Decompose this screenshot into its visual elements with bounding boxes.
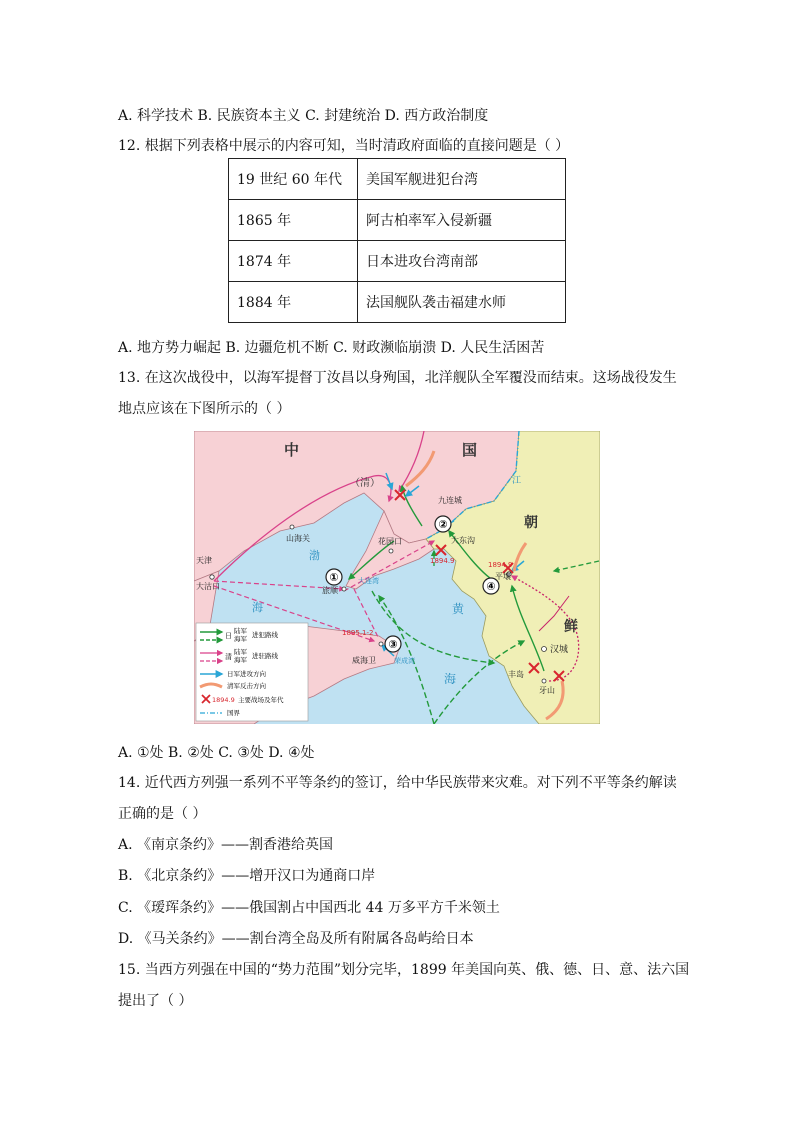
label-date-1895: 1895.1-2	[342, 629, 374, 637]
sino-japanese-war-map	[194, 431, 600, 724]
city-dot	[389, 549, 393, 553]
city-dot	[542, 679, 546, 683]
q13-stem-line1: 13. 在这次战役中，以海军提督丁汝昌以身殉国，北洋舰队全军覆没而结束。这场战役发生	[118, 370, 677, 386]
table-cell-event: 阿古柏率军入侵新疆	[358, 200, 566, 241]
svg-text:进犯路线: 进犯路线	[252, 631, 278, 639]
table-cell-event: 法国舰队袭击福建水师	[358, 282, 566, 323]
q13-stem-line2: 地点应该在下图所示的（ ）	[118, 401, 291, 417]
table-row	[229, 282, 566, 323]
map-legend	[196, 623, 308, 721]
label-rongchengwan: 荣成湾	[394, 657, 415, 665]
table-cell-year: 1865 年	[229, 200, 358, 241]
table-row	[229, 241, 566, 282]
label-hancheng: 汉城	[550, 645, 569, 655]
svg-text:日军进攻方向: 日军进攻方向	[227, 670, 266, 678]
label-dalianwan: 大连湾	[358, 577, 379, 585]
label-date-1894a: 1894.9	[430, 557, 455, 565]
label-china-2: 国	[462, 441, 478, 459]
q12-options: A. 地方势力崛起 B. 边疆危机不断 C. 财政濒临崩溃 D. 人民生活困苦	[118, 340, 545, 356]
label-pingrang: 平壤	[495, 572, 511, 581]
table-cell-year: 19 世纪 60 年代	[229, 159, 358, 200]
q14-stem-line2: 正确的是（ ）	[118, 806, 207, 822]
label-qing: （清）	[350, 478, 380, 489]
label-huanghai-1: 黄	[452, 602, 465, 616]
label-jiang: 江	[512, 476, 522, 486]
label-dagukou: 大沽口	[196, 582, 220, 591]
svg-text:③: ③	[388, 638, 398, 651]
q15-stem-line1: 15. 当西方列强在中国的“势力范围”划分完毕，1899 年美国向英、俄、德、日、意、法六国	[118, 962, 690, 978]
label-bohai-1: 渤	[309, 549, 320, 562]
label-dadonggou: 大东沟	[451, 536, 475, 545]
q14-option-a: A. 《南京条约》——割香港给英国	[118, 837, 334, 853]
label-huanghai-2: 海	[444, 672, 457, 686]
svg-text:④: ④	[486, 580, 496, 593]
q14-option-c: C. 《瑷珲条约》——俄国割占中国西北 44 万多平方千米领土	[118, 900, 500, 916]
table-cell-year: 1874 年	[229, 241, 358, 282]
table-row	[229, 200, 566, 241]
q15-stem-line2: 提出了（ ）	[118, 993, 193, 1009]
table-row	[229, 159, 566, 200]
q13-options: A. ①处 B. ②处 C. ③处 D. ④处	[118, 745, 315, 761]
svg-text:陆军: 陆军	[234, 627, 247, 635]
label-weihaiwei: 威海卫	[352, 656, 376, 665]
svg-text:日: 日	[225, 632, 232, 640]
svg-text:海军: 海军	[234, 656, 247, 664]
svg-text:②: ②	[438, 518, 448, 531]
svg-text:1894.9: 1894.9	[212, 696, 235, 704]
q12-stem: 12. 根据下列表格中展示的内容可知，当时清政府面临的直接问题是（ ）	[118, 138, 570, 154]
label-bohai-2: 海	[252, 601, 263, 614]
svg-text:国界: 国界	[227, 709, 240, 717]
svg-text:海军: 海军	[234, 635, 247, 643]
label-lushun: 旅顺	[322, 586, 338, 595]
q14-stem-line1: 14. 近代西方列强一系列不平等条约的签订，给中华民族带来灾难。对下列不平等条约解读	[118, 775, 677, 791]
label-yashan: 牙山	[539, 686, 555, 695]
label-jiuliancheng: 九连城	[438, 496, 462, 505]
svg-text:陆军: 陆军	[234, 648, 247, 656]
label-tianjin: 天津	[196, 556, 212, 565]
svg-text:清军反击方向: 清军反击方向	[227, 682, 266, 690]
marker-3	[385, 636, 401, 652]
city-dot	[290, 525, 294, 529]
q14-option-b: B. 《北京条约》——增开汉口为通商口岸	[118, 868, 376, 884]
table-cell-year: 1884 年	[229, 282, 358, 323]
marker-1	[326, 569, 342, 585]
svg-text:主要战场及年代: 主要战场及年代	[238, 696, 284, 704]
city-dot	[542, 647, 547, 652]
table-cell-event: 美国军舰进犯台湾	[358, 159, 566, 200]
q12-table	[228, 158, 566, 323]
svg-text:清: 清	[225, 653, 232, 661]
label-fengdao: 丰岛	[508, 670, 524, 679]
label-huayuankou: 花园口	[378, 537, 402, 546]
label-korea-2: 鲜	[564, 619, 578, 635]
marker-2	[435, 516, 451, 532]
q11-options: A. 科学技术 B. 民族资本主义 C. 封建统治 D. 西方政治制度	[118, 108, 489, 124]
table-cell-event: 日本进攻台湾南部	[358, 241, 566, 282]
city-dot	[210, 575, 214, 579]
label-shanhaiguan: 山海关	[286, 534, 310, 543]
label-china-1: 中	[284, 441, 300, 459]
label-date-1894b: 1894.9	[488, 561, 513, 569]
svg-text:①: ①	[329, 571, 339, 584]
label-korea-1: 朝	[524, 515, 538, 531]
q14-option-d: D. 《马关条约》——割台湾全岛及所有附属各岛屿给日本	[118, 931, 474, 947]
city-dot	[342, 587, 346, 591]
svg-text:进驻路线: 进驻路线	[252, 652, 278, 660]
city-dot	[379, 642, 383, 646]
